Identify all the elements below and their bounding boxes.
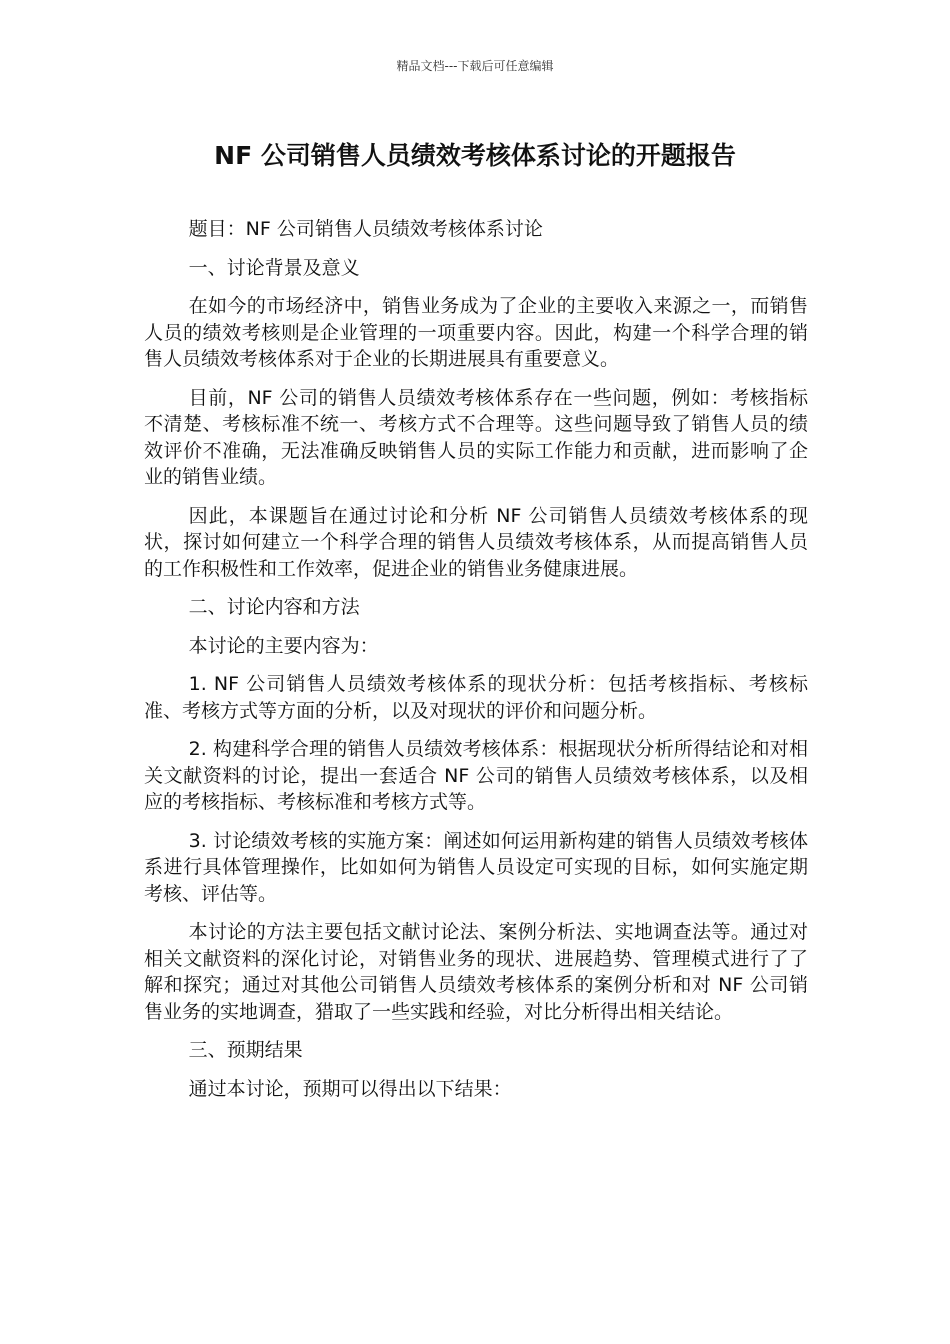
subject-line: 题目：NF 公司销售人员绩效考核体系讨论 (188, 218, 543, 240)
section-heading-content-method: 二、讨论内容和方法 (188, 596, 360, 618)
section-heading-expected-results: 三、预期结果 (188, 1039, 303, 1061)
paragraph-methods: 本讨论的方法主要包括文献讨论法、案例分析法、实地调查法等。通过对相关文献资料的深化讨论，对销售业务的现状、进展趋势、管理模式进行了了解和探究；通过对其他公司销售人员绩效考核体系的案例分析和对 NF 公司销售业务的实地调查，猎取了一些实践和经验，对比分析得出相关结论。 (144, 921, 808, 1023)
paragraph-background-3: 因此，本课题旨在通过讨论和分析 NF 公司销售人员绩效考核体系的现状，探讨如何建立一个科学合理的销售人员绩效考核体系，从而提高销售人员的工作积极性和工作效率，促进企业的销售业务健康进展。 (144, 504, 808, 580)
list-item-2: 2. 构建科学合理的销售人员绩效考核体系：根据现状分析所得结论和对相关文献资料的讨论，提出一套适合 NF 公司的销售人员绩效考核体系，以及相应的考核指标、考核标准和考核方式等。 (144, 738, 808, 813)
document-title: NF 公司销售人员绩效考核体系讨论的开题报告 (214, 141, 736, 170)
section-heading-background: 一、讨论背景及意义 (188, 256, 360, 279)
list-item-1: 1. NF 公司销售人员绩效考核体系的现状分析：包括考核指标、考核标准、考核方式等方面的分析，以及对现状的评价和问题分析。 (144, 673, 808, 722)
paragraph-background-1: 在如今的市场经济中，销售业务成为了企业的主要收入来源之一，而销售人员的绩效考核则是企业管理的一项重要内容。因此，构建一个科学合理的销售人员绩效考核体系对于企业的长期进展具有重要意义。 (144, 295, 808, 370)
paragraph-content-intro: 本讨论的主要内容为： (188, 634, 379, 657)
list-item-3: 3. 讨论绩效考核的实施方案：阐述如何运用新构建的销售人员绩效考核体系进行具体管理操作，比如如何为销售人员设定可实现的目标，如何实施定期考核、评估等。 (144, 829, 808, 905)
paragraph-expected-intro: 通过本讨论，预期可以得出以下结果： (188, 1077, 512, 1100)
header-note: 精品文档---下载后可任意编辑 (396, 59, 554, 73)
paragraph-background-2: 目前，NF 公司的销售人员绩效考核体系存在一些问题，例如：考核指标不清楚、考核标准不统一、考核方式不合理等。这些问题导致了销售人员的绩效评价不准确，无法准确反映销售人员的实际工作能力和贡献，进而影响了企业的销售业绩。 (144, 386, 808, 488)
document-body (144, 216, 808, 1114)
